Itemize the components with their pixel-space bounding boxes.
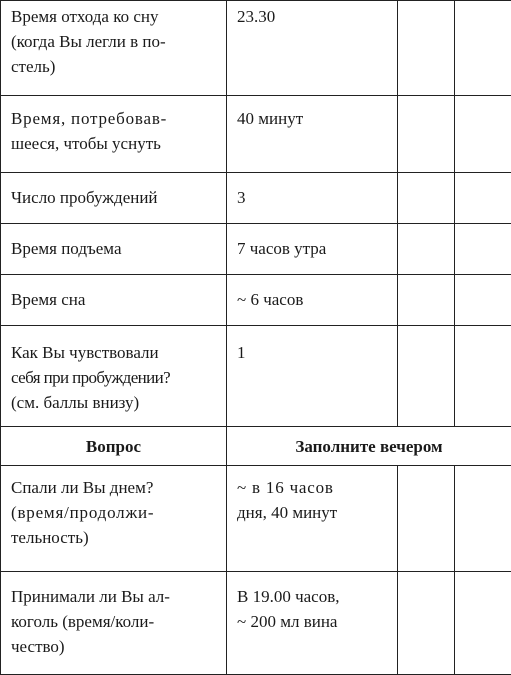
empty-cell [398,96,455,173]
answer-line: ~ 6 часов [237,290,304,309]
answer-cell [227,96,398,173]
question-line: (см. баллы внизу) [11,393,140,412]
table-row [1,572,511,675]
question-line: Время сна [11,290,86,309]
question-line: (время/продолжи- [11,503,155,522]
question-cell [1,275,227,326]
question-line: чество) [11,637,65,656]
answer-line: 3 [237,188,246,207]
answer-line: 40 минут [237,109,304,128]
section-header-row [1,427,511,466]
answer-cell [227,572,398,675]
empty-cell [455,224,511,275]
question-line: стель) [11,57,56,76]
table-row [1,1,511,96]
table-row [1,466,511,572]
answer-cell [227,326,398,427]
answer-line: ~ в 16 часов [237,478,334,497]
answer-cell [227,466,398,572]
question-line: шееся, чтобы уснуть [11,134,161,153]
answer-line: 23.30 [237,7,276,26]
empty-cell [455,275,511,326]
answer-cell [227,275,398,326]
question-line: Принимали ли Вы ал- [11,587,170,606]
answer-line: 7 часов утра [237,239,327,258]
empty-cell [398,326,455,427]
empty-cell [398,275,455,326]
empty-cell [455,466,511,572]
question-line: Число пробуждений [11,188,158,207]
empty-cell [398,224,455,275]
table-row [1,275,511,326]
question-cell [1,224,227,275]
question-line: Как Вы чувствовали [11,343,159,362]
question-line: Время, потребовав- [11,109,168,128]
empty-cell [455,96,511,173]
empty-cell [455,1,511,96]
answer-line: В 19.00 часов, [237,587,340,606]
question-column-header: Вопрос [1,427,227,466]
question-line: себя при пробуждении? [11,368,171,387]
empty-cell [398,1,455,96]
empty-cell [455,572,511,675]
question-line: (когда Вы легли в по- [11,32,166,51]
table-row [1,96,511,173]
table-row [1,326,511,427]
question-line: тельность) [11,528,89,547]
answer-cell [227,224,398,275]
question-line: Время отхода ко сну [11,7,159,26]
question-line: Спали ли Вы днем? [11,478,154,497]
question-line: Время подъема [11,239,122,258]
question-cell [1,466,227,572]
empty-cell [455,326,511,427]
question-cell [1,326,227,427]
answer-line: ~ 200 мл вина [237,612,338,631]
question-cell [1,173,227,224]
table-row [1,173,511,224]
question-cell [1,1,227,96]
question-line: коголь (время/коли- [11,612,155,631]
empty-cell [398,572,455,675]
question-cell [1,96,227,173]
answer-line: дня, 40 минут [237,503,338,522]
question-cell [1,572,227,675]
answer-cell [227,1,398,96]
table-row [1,224,511,275]
empty-cell [398,466,455,572]
empty-cell [398,173,455,224]
evening-column-header: Заполните вечером [227,427,511,466]
answer-cell [227,173,398,224]
answer-line: 1 [237,343,246,362]
empty-cell [455,173,511,224]
